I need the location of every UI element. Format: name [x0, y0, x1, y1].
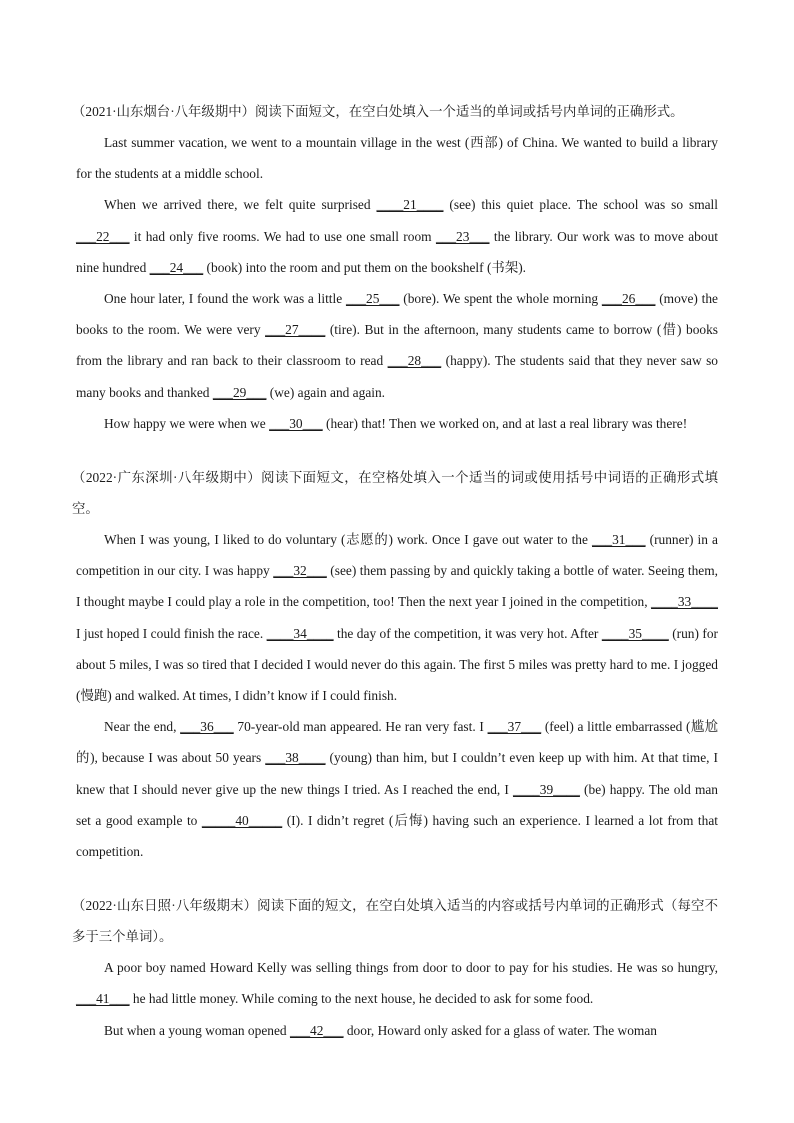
passage-text: the day of the competition, it was very hot. After — [333, 625, 602, 641]
answer-blank[interactable]: ____33____ — [651, 594, 718, 610]
passage-text: (I). I didn’t regret (后悔) having such an experience. I learned a lot from that competition. — [76, 812, 718, 860]
passage-paragraph — [76, 408, 718, 439]
passage-text: (move) the books to the room. We were very — [76, 291, 718, 338]
answer-blank[interactable]: ____34____ — [266, 625, 334, 641]
passage-text: (be) happy. The old man set a good example to — [76, 781, 718, 828]
answer-blank[interactable]: ___29___ — [212, 384, 267, 400]
exercise-section — [72, 462, 718, 867]
answer-blank[interactable]: ___22___ — [76, 228, 130, 244]
passage-text: (feel) a little embarrassed (尴尬的), because I was about 50 years — [76, 719, 718, 766]
answer-blank[interactable]: ____21____ — [376, 197, 444, 213]
passage-text: (young) than him, but I couldn’t even keep up with him. At that time, I knew that I should never give up the new things I tried. As I reached the end, I — [76, 750, 718, 797]
passage-text: A poor boy named Howard Kelly was selling things from door to door to pay for his studies. He was so hungry, — [104, 960, 718, 976]
answer-blank[interactable]: ___37___ — [487, 719, 542, 735]
passage-text: (bore). We spent the whole morning — [399, 291, 602, 307]
passage-text: When I was young, I liked to do voluntary (志愿的) work. Once I gave out water to the — [104, 532, 592, 548]
exercise-section — [72, 96, 719, 439]
passage-paragraph — [76, 283, 718, 408]
passage-text: Near the end, — [104, 719, 181, 735]
passage-paragraph — [76, 524, 718, 711]
passage-paragraph — [76, 952, 718, 1014]
worksheet-page — [72, 96, 719, 1069]
passage-text: (run) for about 5 miles, I was so tired that I decided I would never do this again. The first 5 miles was pretty hard to me. I jogged (慢跑) and walked. At times, I didn’t know if I could finish. — [76, 625, 718, 704]
passage-text: (see) this quiet place. The school was so small — [443, 197, 719, 213]
passage-text: it had only five rooms. We had to use one small room — [129, 228, 436, 244]
passage-paragraph — [76, 1015, 718, 1046]
answer-blank[interactable]: ___24___ — [149, 259, 204, 275]
passage-text: (happy). The students said that they never saw so many books and thanked — [76, 353, 719, 400]
answer-blank[interactable]: ___42___ — [289, 1022, 344, 1038]
answer-blank[interactable]: ____39____ — [512, 781, 580, 797]
passage-text: (runner) in a competition in our city. I was happy — [76, 532, 718, 579]
passage-paragraph — [76, 711, 718, 867]
answer-blank[interactable]: ___31___ — [592, 532, 646, 548]
answer-blank[interactable]: ___27____ — [265, 322, 326, 338]
passage-text: (we) again and again. — [266, 384, 386, 400]
answer-blank[interactable]: ___38____ — [265, 750, 326, 766]
exercise-section — [72, 890, 718, 1046]
answer-blank[interactable]: ___26___ — [601, 291, 656, 307]
exercise-instructions: （2022·广东深圳·八年级期中）阅读下面短文，在空格处填入一个适当的词或使用括号中词语的正确形式填空。 — [72, 470, 718, 517]
exercise-instructions: （2021·山东烟台·八年级期中）阅读下面短文，在空白处填入一个适当的单词或括号内单词的正确形式。 — [72, 104, 684, 119]
passage-text: I just hoped I could finish the race. — [76, 625, 267, 641]
answer-blank[interactable]: _____40_____ — [201, 812, 283, 828]
passage-text: the library. Our work was to move about nine hundred — [76, 228, 718, 275]
passage-text: When we arrived there, we felt quite surprised — [104, 197, 377, 213]
passage-text: (see) them passing by and quickly taking a bottle of water. Seeing them, I thought maybe I could play a role in the competition, too! Then the next year I joined in the competition, — [76, 563, 718, 610]
passage-text: Last summer vacation, we went to a mountain village in the west (西部) of China. We wanted to build a library for the students at a middle school. — [76, 135, 718, 182]
passage-paragraph — [76, 189, 718, 283]
answer-blank[interactable]: ___41___ — [76, 991, 130, 1007]
passage-text: he had little money. While coming to the next house, he decided to ask for some food. — [129, 991, 594, 1007]
answer-blank[interactable]: ___28___ — [387, 353, 442, 369]
passage-text: But when a young woman opened — [104, 1022, 290, 1038]
passage-text: One hour later, I found the work was a little — [104, 291, 346, 307]
answer-blank[interactable]: ___30___ — [269, 415, 323, 431]
answer-blank[interactable]: ___23___ — [435, 228, 490, 244]
passage-paragraph — [76, 127, 718, 189]
passage-text: 70-year-old man appeared. He ran very fast. I — [233, 719, 488, 735]
answer-blank[interactable]: ___32___ — [273, 563, 327, 579]
passage-text: (book) into the room and put them on the bookshelf (书架). — [203, 259, 527, 275]
answer-blank[interactable]: ____35____ — [601, 625, 669, 641]
answer-blank[interactable]: ___36___ — [180, 719, 234, 735]
passage-text: (hear) that! Then we worked on, and at last a real library was there! — [322, 415, 688, 431]
passage-text: How happy we were when we — [104, 415, 270, 431]
passage-text: (tire). But in the afternoon, many students came to borrow (借) books from the library and ran back to their classroom to read — [76, 322, 718, 369]
passage-text: door, Howard only asked for a glass of water. The woman — [343, 1022, 657, 1038]
answer-blank[interactable]: ___25___ — [345, 291, 400, 307]
exercise-instructions: （2022·山东日照·八年级期末）阅读下面的短文，在空白处填入适当的内容或括号内单词的正确形式（每空不多于三个单词）。 — [72, 898, 718, 945]
